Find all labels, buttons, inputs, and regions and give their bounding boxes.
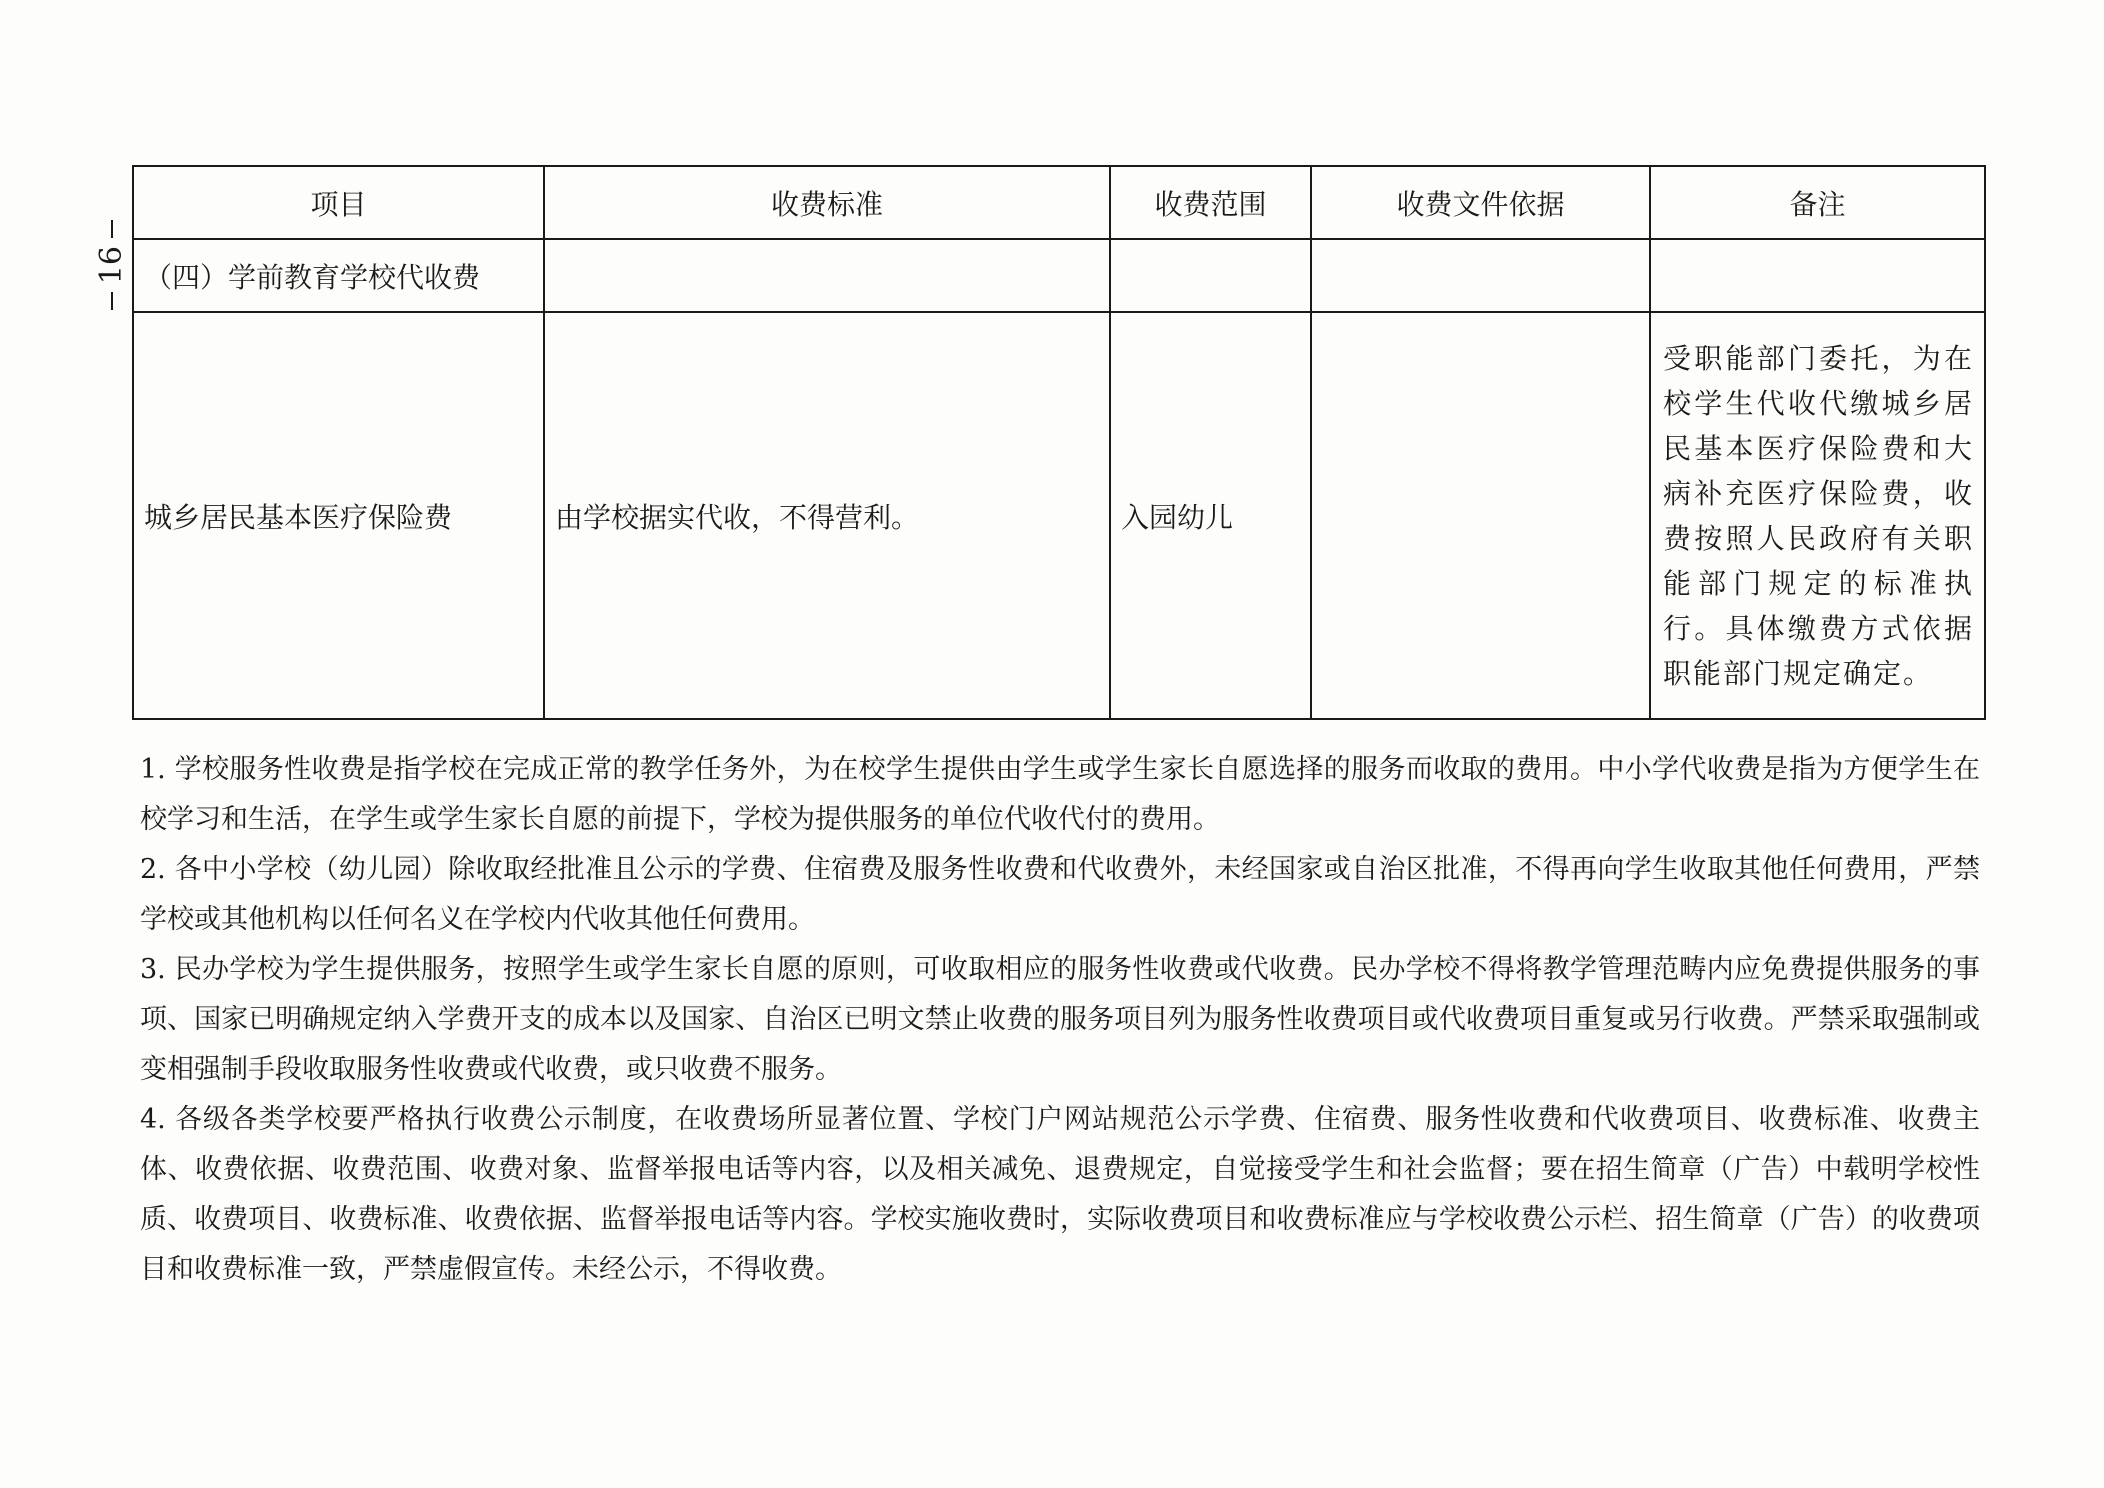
- row-item: 城乡居民基本医疗保险费: [133, 312, 544, 719]
- footnote: 1. 学校服务性收费是指学校在完成正常的教学任务外，为在校学生提供由学生或学生家长自愿选择的服务而收取的费用。中小学代收费是指为方便学生在校学习和生活，在学生或学生家长自愿的前提下，学校为提供服务的单位代收代付的费用。: [140, 754, 1980, 835]
- section-empty-cell: [1110, 239, 1311, 312]
- section-empty-cell: [544, 239, 1110, 312]
- header-standard: 收费标准: [544, 166, 1110, 239]
- page-number-dash-bottom: [111, 292, 113, 310]
- section-title: （四）学前教育学校代收费: [133, 239, 544, 312]
- page-number-dash-top: [111, 220, 113, 238]
- footnote: 3. 民办学校为学生提供服务，按照学生或学生家长自愿的原则，可收取相应的服务性收费或代收费。民办学校不得将教学管理范畴内应免费提供服务的事项、国家已明确规定纳入学费开支的成本以及国家、自治区已明文禁止收费的服务项目列为服务性收费项目或代收费项目重复或另行收费。严禁采取强制或变相强制手段收取服务性收费或代收费，或只收费不服务。: [140, 954, 1980, 1085]
- fee-table: [132, 165, 1986, 720]
- header-note: 备注: [1650, 166, 1985, 239]
- table-section-row: [133, 239, 1985, 312]
- page-number: [92, 200, 132, 330]
- section-empty-cell: [1650, 239, 1985, 312]
- footnotes: [140, 745, 1980, 1295]
- row-scope: 入园幼儿: [1110, 312, 1311, 719]
- header-basis: 收费文件依据: [1311, 166, 1650, 239]
- section-empty-cell: [1311, 239, 1650, 312]
- row-basis: [1311, 312, 1650, 719]
- row-standard: 由学校据实代收，不得营利。: [544, 312, 1110, 719]
- table-row: [133, 312, 1985, 719]
- footnote: 2. 各中小学校（幼儿园）除收取经批准且公示的学费、住宿费及服务性收费和代收费外，未经国家或自治区批准，不得再向学生收取其他任何费用，严禁学校或其他机构以任何名义在学校内代收其他任何费用。: [140, 854, 1980, 935]
- header-scope: 收费范围: [1110, 166, 1311, 239]
- row-note: 受职能部门委托，为在校学生代收代缴城乡居民基本医疗保险费和大病补充医疗保险费，收费按照人民政府有关职能部门规定的标准执行。具体缴费方式依据职能部门规定确定。: [1650, 312, 1985, 719]
- footnote: 4. 各级各类学校要严格执行收费公示制度，在收费场所显著位置、学校门户网站规范公示学费、住宿费、服务性收费和代收费项目、收费标准、收费主体、收费依据、收费范围、收费对象、监督举报电话等内容，以及相关减免、退费规定，自觉接受学生和社会监督；要在招生简章（广告）中载明学校性质、收费项目、收费标准、收费依据、监督举报电话等内容。学校实施收费时，实际收费项目和收费标准应与学校收费公示栏、招生简章（广告）的收费项目和收费标准一致，严禁虚假宣传。未经公示，不得收费。: [140, 1104, 1980, 1285]
- page-number-value: 16: [94, 245, 129, 285]
- table-header-row: [133, 166, 1985, 239]
- header-item: 项目: [133, 166, 544, 239]
